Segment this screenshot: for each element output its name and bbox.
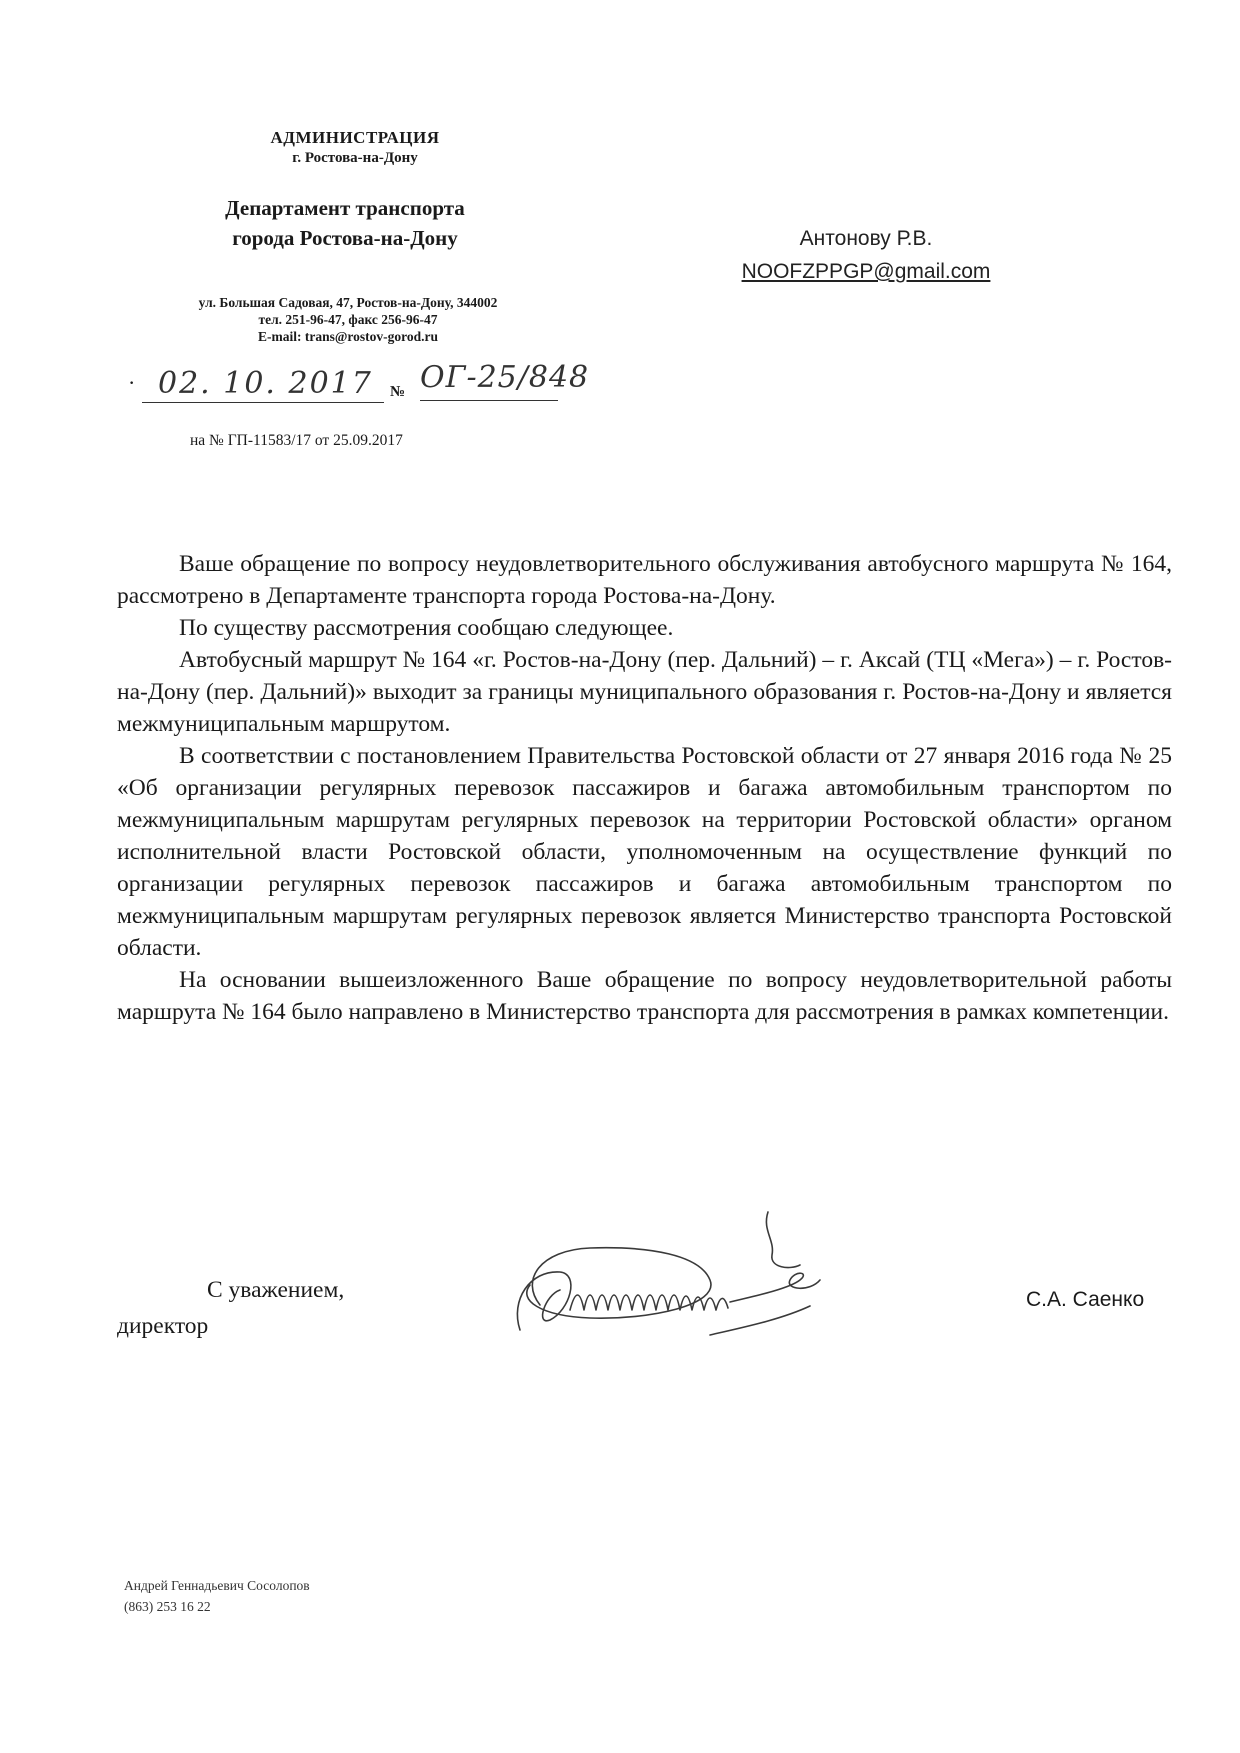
addressee-email[interactable]: NOOFZPPGP@gmail.com [741, 260, 991, 283]
addressee-block [706, 222, 1026, 288]
registration-date: 02. 10. 2017 [158, 366, 373, 401]
handwritten-signature [500, 1210, 920, 1370]
closing-regards: С уважением, [207, 1277, 345, 1303]
reference-line: на № ГП-11583/17 от 25.09.2017 [190, 432, 403, 449]
letterhead-admin: АДМИНИСТРАЦИЯ [270, 128, 440, 147]
body-paragraph-3: Автобусный маршрут № 164 «г. Ростов-на-Дону (пер. Дальний) – г. Аксай (ТЦ «Мега») – г. Ростов-на-Дону (пер. Дальний)» выходит за границы муниципального образования г. Ростов-на-Дону и является межмуниципальным маршрутом. [117, 647, 1172, 737]
letterhead-department [110, 193, 580, 253]
executor-block [124, 1575, 310, 1617]
department-line-2: города Ростова-на-Дону [232, 226, 458, 250]
registration-line [128, 360, 590, 410]
body-paragraph-1: Ваше обращение по вопросу неудовлетворительного обслуживания автобусного маршрута № 164, рассмотрено в Департаменте транспорта города Ростова-на-Дону. [117, 551, 1172, 609]
number-sign: № [390, 384, 406, 400]
addressee-name: Антонову Р.В. [799, 227, 933, 250]
closing-block [117, 1272, 344, 1344]
body-paragraph-4: В соответствии с постановлением Правительства Ростовской области от 27 января 2016 года № 25 «Об организации регулярных перевозок пассажиров и багажа автомобильным транспортом по межмуниципальным маршрутам регулярных перевозок на территории Ростовской области» органом исполнительной власти Ростовской области, уполномоченным на осуществление функций по организации регулярных перевозок пассажиров и багажа автомобильным транспортом по межмуниципальным маршрутам регулярных перевозок является Министерство транспорта Ростовской области. [117, 743, 1172, 961]
number-underline [420, 400, 558, 401]
letterhead-email: E-mail: trans@rostov-gorod.ru [257, 329, 439, 344]
letterhead [110, 128, 580, 253]
department-line-1: Департамент транспорта [225, 196, 465, 220]
executor-name: Андрей Геннадьевич Сосолопов [124, 1578, 310, 1593]
letter-body [117, 548, 1172, 1028]
closing-position: директор [117, 1313, 209, 1339]
signer-name: С.А. Саенко [1026, 1288, 1145, 1311]
date-underline [142, 402, 384, 403]
letterhead-contacts [128, 294, 568, 345]
body-paragraph-2: По существу рассмотрения сообщаю следующее. [179, 615, 674, 641]
letterhead-address: ул. Большая Садовая, 47, Ростов-на-Дону, 344002 [198, 295, 498, 310]
registration-mark: · [128, 370, 136, 395]
executor-phone: (863) 253 16 22 [124, 1599, 211, 1614]
letterhead-phone: тел. 251-96-47, факс 256-96-47 [258, 312, 438, 327]
letterhead-city: г. Ростова-на-Дону [292, 150, 418, 166]
body-paragraph-5: На основании вышеизложенного Ваше обращение по вопросу неудовлетворительной работы маршрута № 164 было направлено в Министерство транспорта для рассмотрения в рамках компетенции. [117, 967, 1172, 1025]
registration-number: ОГ-25/848 [420, 360, 590, 395]
